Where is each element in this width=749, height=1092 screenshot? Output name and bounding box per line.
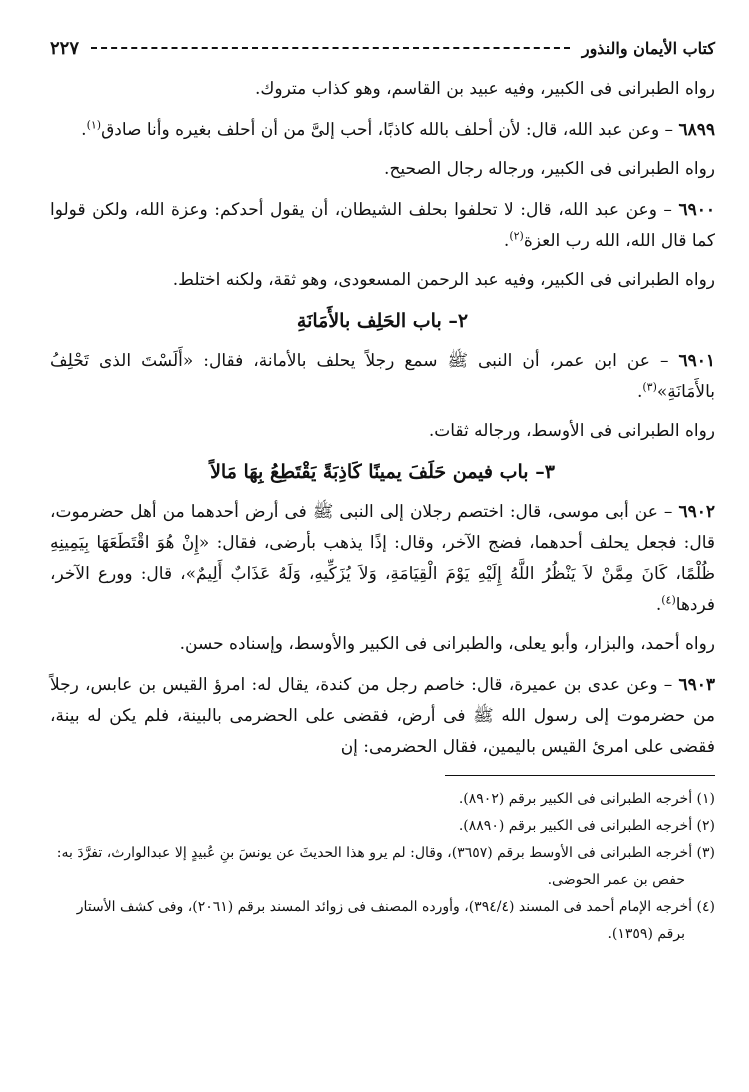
header-divider — [91, 47, 570, 49]
footnote-ref[interactable]: (١) — [86, 118, 102, 132]
hadith-number: ٦٨٩٩ — [678, 120, 715, 140]
hadith-6903 — [50, 670, 715, 763]
hadith-text: – عن أبى موسى، قال: اختصم رجلان إلى النبى ﷺ فى أرض أحدهما من أهل حضرموت، قال: فجعل يحلف أحدهما، فضج الآخر، وقال: إذًا يذهب بأرضى، فقال: «إِنْ هُوَ اقْتَطَعَهَا بِيَمِينِهِ ظُلْمًا، كَانَ مِمَّنْ لاَ يَنْظُرُ اللَّهُ إِلَيْهِ يَوْمَ الْقِيَامَةِ، وَلاَ يُزَكِّيهِ، وَلَهُ عَذَابٌ أَلِيمٌ»، قال: وورع الآخر، فردها — [50, 502, 715, 615]
hadith-number: ٦٩٠٠ — [678, 200, 715, 220]
hadith-6901: ٦٩٠١ – عن ابن عمر، أن النبى ﷺ سمع رجلاً يحلف بالأمانة، فقال: «أَلَسْتَ الذى تَحْلِفُ بالأَمَانَةِ»$^{(٣)}$. — [50, 351, 715, 402]
running-header — [50, 30, 715, 66]
chapter-heading: ٣– باب فيمن حَلَفَ يمينًا كَاذِبَةً يَقْتَطِعُ بِهَا مَالاً — [210, 461, 555, 483]
footnote-ref[interactable]: (٣) — [642, 380, 657, 394]
footnote-divider — [445, 775, 715, 776]
hadith-grading: رواه أحمد، والبزار، وأبو يعلى، والطبرانى فى الكبير والأوسط، وإسناده حسن. — [179, 634, 715, 654]
document-page — [50, 30, 715, 1070]
hadith-text: – وعن عبد الله، قال: لا تحلفوا بحلف الشيطان، أن يقول أحدكم: وعزة الله، ولكن قولوا كما قال الله، الله رب العزة — [50, 200, 715, 251]
footnote-ref[interactable]: (٤) — [661, 593, 676, 607]
footnotes — [50, 786, 715, 948]
footnote: (٣) أخرجه الطبرانى فى الأوسط برقم (٣٦٥٧)، وقال: لم يرو هذا الحديثَ عن يونسَ بنِ عُبيدٍ إلا عبدالوارث، تفرَّدَ به: حفص بن عمر الحوضى. — [56, 845, 715, 888]
hadith-grading: رواه الطبرانى فى الكبير، وفيه عبد الرحمن المسعودى، وهو ثقة، ولكنه اختلط. — [172, 270, 715, 290]
hadith-6902: ٦٩٠٢ – عن أبى موسى، قال: اختصم رجلان إلى النبى ﷺ فى أرض أحدهما من أهل حضرموت، قال: فجعل يحلف أحدهما، فضج الآخر، وقال: إذًا يذهب بأرضى، فقال: «إِنْ هُوَ اقْتَطَعَهَا بِيَمِينِهِ ظُلْمًا، كَانَ مِمَّنْ لاَ يَنْظُرُ اللَّهُ إِلَيْهِ يَوْمَ الْقِيَامَةِ، وَلاَ يُزَكِّيهِ، وَلَهُ عَذَابٌ أَلِيمٌ»، قال: وورع الآخر، فردها$^{(٤)}$. — [50, 502, 715, 615]
hadith-number: ٦٩٠٢ — [678, 502, 715, 522]
hadith-grading: رواه الطبرانى فى الكبير، ورجاله رجال الصحيح. — [384, 159, 715, 179]
footnote: (٢) أخرجه الطبرانى فى الكبير برقم (٨٨٩٠). — [458, 818, 715, 834]
hadith-6899: ٦٨٩٩ – وعن عبد الله، قال: لأن أحلف بالله كاذبًا، أحب إلىَّ من أن أحلف بغيره وأنا صادق$^{(١)}$. — [81, 118, 715, 140]
hadith-grading: رواه الطبرانى فى الكبير، وفيه عبيد بن القاسم، وهو كذاب متروك. — [254, 79, 715, 99]
hadith-text: – عن ابن عمر، أن النبى ﷺ سمع رجلاً يحلف بالأمانة، فقال: «أَلَسْتَ الذى تَحْلِفُ بالأَمَانَةِ» — [50, 351, 715, 402]
footnote: (١) أخرجه الطبرانى فى الكبير برقم (٨٩٠٢). — [458, 791, 715, 807]
footnote-ref[interactable]: (٢) — [509, 229, 524, 243]
hadith-text: – وعن عبد الله، قال: لأن أحلف بالله كاذبًا، أحب إلىَّ من أن أحلف بغيره وأنا صادق — [101, 120, 679, 140]
main-text — [50, 74, 715, 763]
hadith-number: ٦٩٠١ — [678, 351, 715, 371]
footnote: (٤) أخرجه الإمام أحمد فى المسند (٣٩٤/٤)، وأورده المصنف فى زوائد المسند برقم (٢٠٦١)، وفى كشف الأستار برقم (١٣٥٩). — [76, 899, 715, 942]
hadith-6900: ٦٩٠٠ – وعن عبد الله، قال: لا تحلفوا بحلف الشيطان، أن يقول أحدكم: وعزة الله، ولكن قولوا كما قال الله، الله رب العزة$^{(٢)}$. — [50, 200, 715, 251]
page-number: ٢٢٧ — [50, 37, 80, 59]
chapter-heading: ٢– باب الحَلِف بالأَمَانَةِ — [296, 310, 469, 332]
book-title: كتاب الأيمان والنذور — [581, 38, 715, 58]
hadith-number: ٦٩٠٣ — [678, 675, 715, 695]
hadith-text: – وعن عدى بن عميرة، قال: خاصم رجل من كندة، يقال له: امرؤ القيس بن عابس، رجلاً من حضرموت إلى رسول الله ﷺ فى أرض، فقضى على الحضرمى بالبينة، فلم يكن له بينة، فقضى على امرئ القيس باليمين، فقال الحضرمى: إن — [50, 675, 715, 757]
hadith-grading: رواه الطبرانى فى الأوسط، ورجاله ثقات. — [428, 421, 715, 441]
